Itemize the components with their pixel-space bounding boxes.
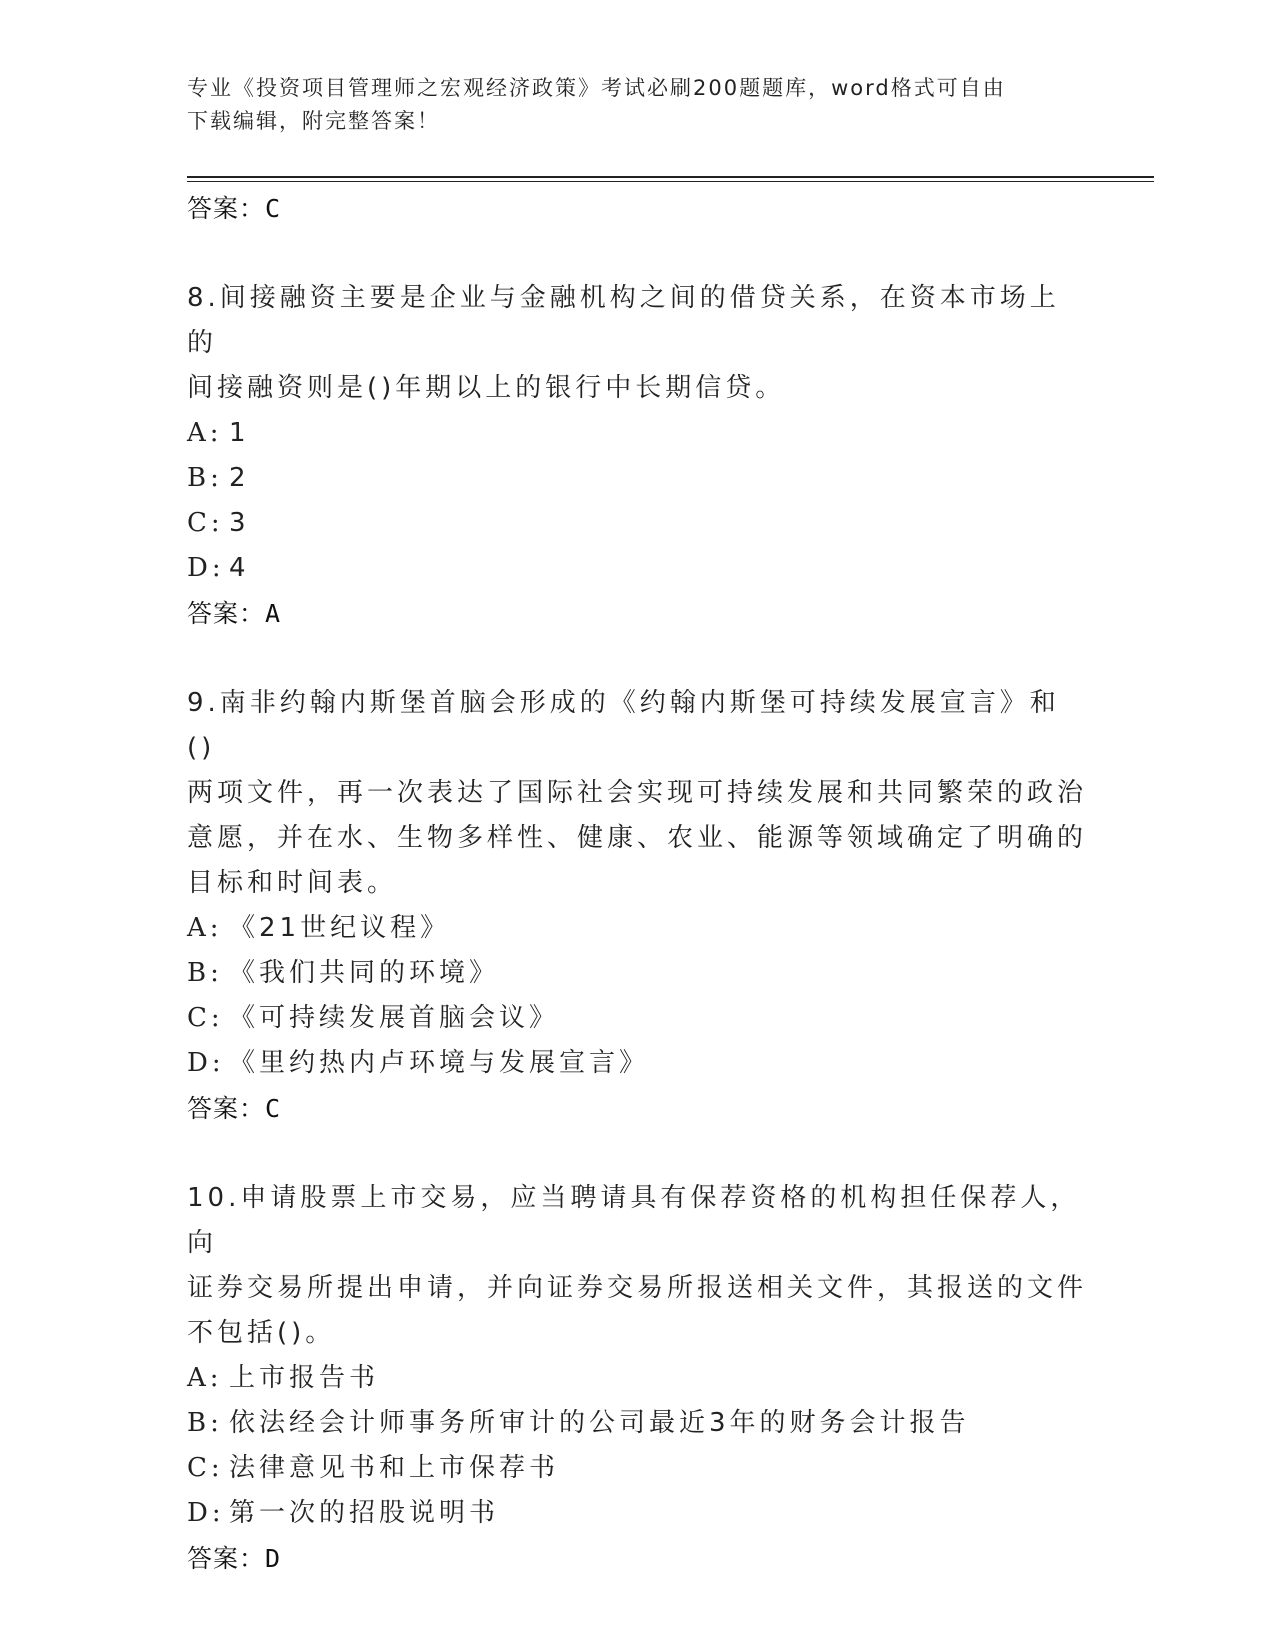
option-d	[187, 546, 1087, 591]
answer-value: C	[265, 1094, 282, 1123]
option-b	[187, 951, 1087, 996]
header-line-1: 专业《投资项目管理师之宏观经济政策》考试必刷200题题库，word格式可自由	[187, 76, 1006, 100]
answer-line	[187, 186, 1087, 231]
answer-label: 答案：	[187, 194, 266, 223]
question-line: 证券交易所提出申请，并向证券交易所报送相关文件，其报送的文件	[187, 1273, 1088, 1303]
question-line: 10.申请股票上市交易，应当聘请具有保荐资格的机构担任保荐人，向	[187, 1183, 1081, 1258]
header-line-2: 下载编辑，附完整答案！	[187, 109, 440, 133]
option-letter: B:	[187, 1408, 223, 1438]
question-line: 意愿，并在水、生物多样性、健康、农业、能源等领域确定了明确的	[187, 823, 1088, 853]
header-rule-thick	[187, 176, 1154, 178]
option-text: 3	[229, 508, 250, 538]
option-c	[187, 1446, 1087, 1491]
option-text: 2	[229, 463, 250, 493]
document-header	[187, 72, 1087, 138]
answer-value: A	[265, 599, 282, 628]
answer-label: 答案：	[187, 1094, 266, 1123]
question-block-9	[187, 681, 1087, 1131]
spacer	[187, 1131, 1087, 1176]
question-line: 两项文件，再一次表达了国际社会实现可持续发展和共同繁荣的政治	[187, 778, 1088, 808]
answer-value: C	[265, 194, 282, 223]
option-letter: C:	[187, 1003, 224, 1033]
option-b	[187, 456, 1087, 501]
option-letter: D:	[187, 553, 225, 583]
question-line: 间接融资则是()年期以上的银行中长期信贷。	[187, 373, 786, 403]
answer-label: 答案：	[187, 599, 266, 628]
option-letter: C:	[187, 1453, 224, 1483]
option-d	[187, 1491, 1087, 1536]
option-text: 第一次的招股说明书	[229, 1498, 500, 1528]
option-text: 《21世纪议程》	[229, 913, 451, 943]
document-body	[187, 186, 1087, 1581]
option-a	[187, 906, 1087, 951]
question-text	[187, 276, 1087, 411]
question-block-8	[187, 276, 1087, 636]
question-text	[187, 1176, 1087, 1356]
question-line: 9.南非约翰内斯堡首脑会形成的《约翰内斯堡可持续发展宣言》和()	[187, 688, 1060, 763]
spacer	[187, 636, 1087, 681]
option-b	[187, 1401, 1087, 1446]
option-letter: A:	[187, 418, 223, 448]
option-c	[187, 996, 1087, 1041]
answer-value: D	[265, 1544, 282, 1573]
option-letter: B:	[187, 958, 223, 988]
option-text: 法律意见书和上市保荐书	[229, 1453, 560, 1483]
option-letter: C:	[187, 508, 224, 538]
option-a	[187, 411, 1087, 456]
option-text: 《里约热内卢环境与发展宣言》	[229, 1048, 650, 1078]
option-letter: D:	[187, 1048, 225, 1078]
option-letter: D:	[187, 1498, 225, 1528]
question-block-10	[187, 1176, 1087, 1581]
option-letter: A:	[187, 1363, 223, 1393]
option-text: 上市报告书	[229, 1363, 380, 1393]
option-c	[187, 501, 1087, 546]
question-text	[187, 681, 1087, 906]
option-text: 《我们共同的环境》	[229, 958, 500, 988]
option-a	[187, 1356, 1087, 1401]
spacer	[187, 231, 1087, 276]
answer-line	[187, 1086, 1087, 1131]
answer-line	[187, 591, 1087, 636]
option-text: 1	[229, 418, 250, 448]
option-text: 4	[229, 553, 250, 583]
question-line: 8.间接融资主要是企业与金融机构之间的借贷关系，在资本市场上的	[187, 283, 1060, 358]
option-d	[187, 1041, 1087, 1086]
answer-line	[187, 1536, 1087, 1581]
option-letter: A:	[187, 913, 223, 943]
option-text: 《可持续发展首脑会议》	[229, 1003, 560, 1033]
header-rule-thin	[187, 181, 1154, 182]
option-letter: B:	[187, 463, 223, 493]
answer-label: 答案：	[187, 1544, 266, 1573]
question-line: 不包括()。	[187, 1318, 336, 1348]
question-line: 目标和时间表。	[187, 868, 398, 898]
option-text: 依法经会计师事务所审计的公司最近3年的财务会计报告	[229, 1408, 970, 1438]
